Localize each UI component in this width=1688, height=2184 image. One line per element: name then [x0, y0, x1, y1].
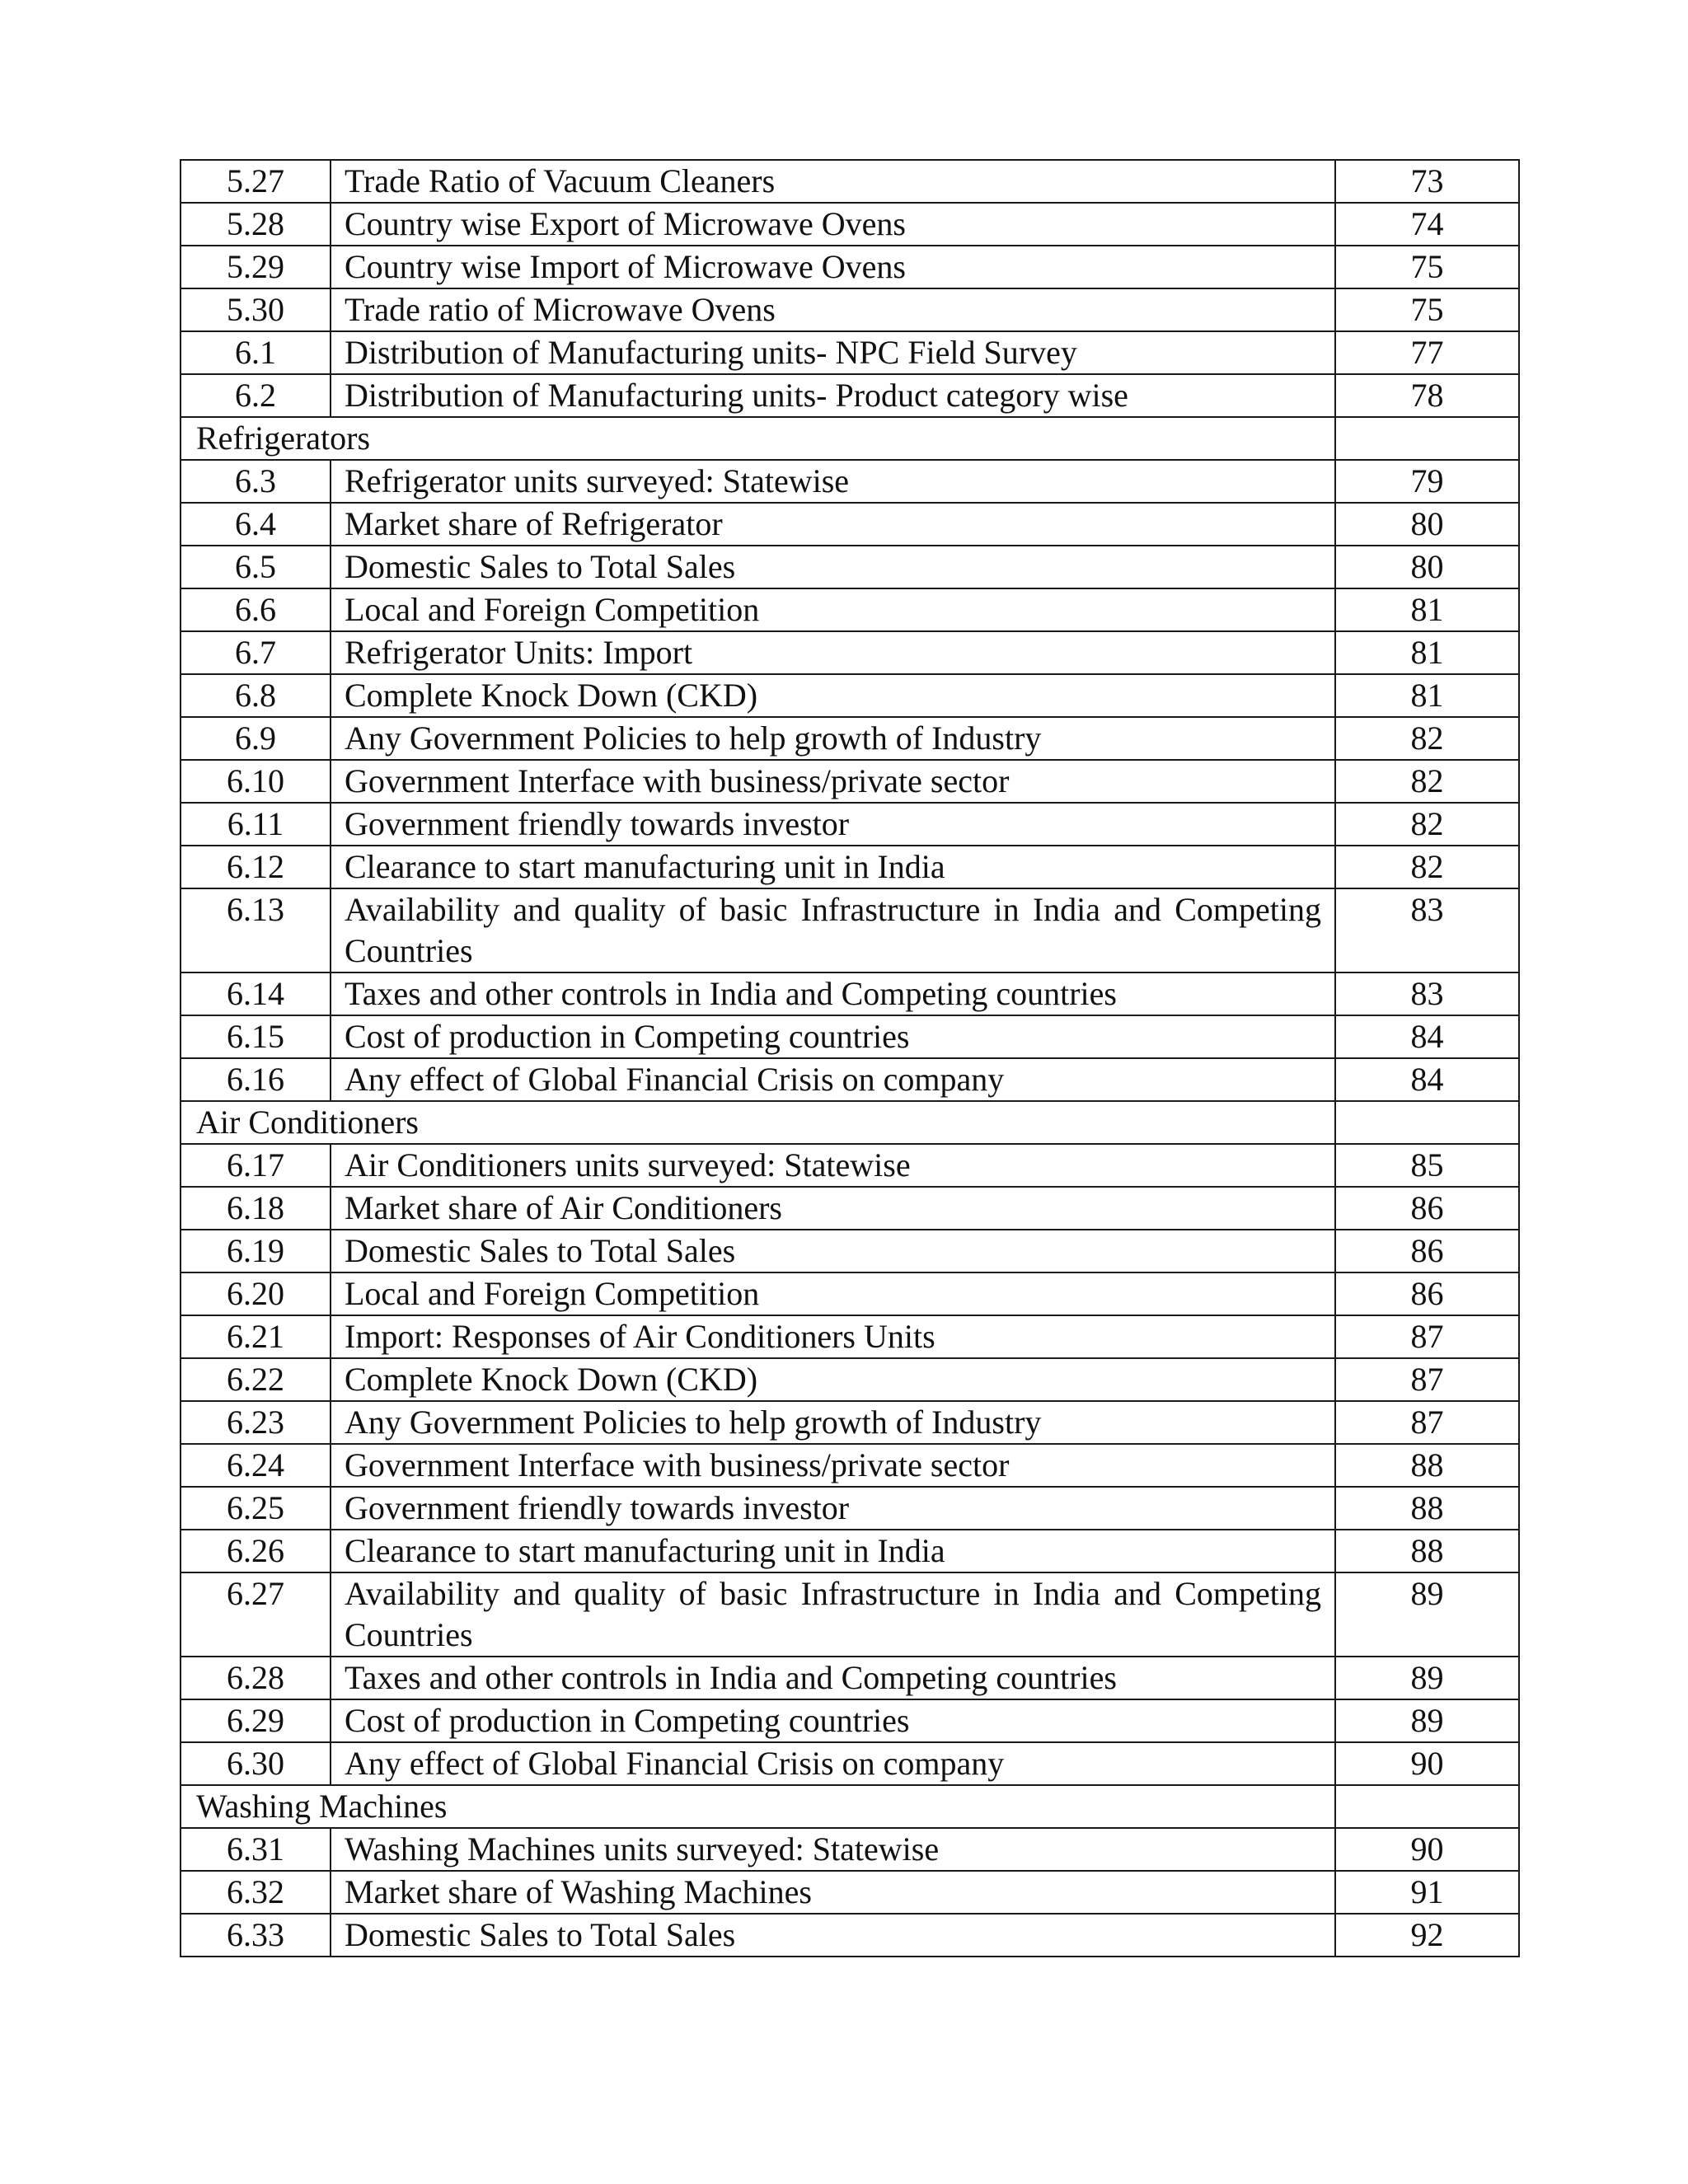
table-number: 6.25 — [181, 1487, 331, 1530]
table-number: 6.3 — [181, 460, 331, 503]
table-number: 6.27 — [181, 1572, 331, 1657]
page-number: 74 — [1335, 203, 1519, 246]
table-number: 6.21 — [181, 1315, 331, 1358]
section-header-row — [181, 417, 1519, 460]
table-number: 6.12 — [181, 846, 331, 888]
toc-row — [181, 1230, 1519, 1272]
table-number: 6.29 — [181, 1699, 331, 1742]
section-header-row — [181, 1785, 1519, 1828]
table-number: 6.32 — [181, 1871, 331, 1914]
toc-row — [181, 1272, 1519, 1315]
page-number: 80 — [1335, 546, 1519, 588]
table-number: 6.8 — [181, 674, 331, 717]
table-title: Distribution of Manufacturing units- Product category wise — [331, 374, 1335, 417]
toc-row — [181, 1058, 1519, 1101]
table-number: 6.31 — [181, 1828, 331, 1871]
table-number: 6.26 — [181, 1530, 331, 1572]
toc-row — [181, 1487, 1519, 1530]
page-number: 80 — [1335, 503, 1519, 546]
table-number: 6.30 — [181, 1742, 331, 1785]
toc-row — [181, 888, 1519, 972]
page-number: 91 — [1335, 1871, 1519, 1914]
table-number: 6.24 — [181, 1444, 331, 1487]
page-number: 86 — [1335, 1272, 1519, 1315]
page-number: 81 — [1335, 674, 1519, 717]
table-title: Clearance to start manufacturing unit in India — [331, 1530, 1335, 1572]
table-number: 6.2 — [181, 374, 331, 417]
toc-row — [181, 1657, 1519, 1699]
table-number: 6.19 — [181, 1230, 331, 1272]
toc-row — [181, 588, 1519, 631]
toc-row — [181, 1828, 1519, 1871]
table-number: 5.28 — [181, 203, 331, 246]
table-number: 6.17 — [181, 1144, 331, 1187]
table-title: Taxes and other controls in India and Competing countries — [331, 1657, 1335, 1699]
table-number: 6.4 — [181, 503, 331, 546]
table-title: Complete Knock Down (CKD) — [331, 1358, 1335, 1401]
table-number: 6.33 — [181, 1914, 331, 1957]
toc-row — [181, 1914, 1519, 1957]
table-title: Local and Foreign Competition — [331, 1272, 1335, 1315]
page-number: 83 — [1335, 972, 1519, 1015]
table-number: 6.11 — [181, 803, 331, 846]
toc-row — [181, 1871, 1519, 1914]
toc-row — [181, 803, 1519, 846]
table-title: Government friendly towards investor — [331, 1487, 1335, 1530]
page-number: 89 — [1335, 1657, 1519, 1699]
page-number: 75 — [1335, 246, 1519, 288]
table-title: Trade ratio of Microwave Ovens — [331, 288, 1335, 331]
page-number: 75 — [1335, 288, 1519, 331]
table-number: 6.10 — [181, 760, 331, 803]
table-title: Market share of Refrigerator — [331, 503, 1335, 546]
section-header-row — [181, 1101, 1519, 1144]
toc-row — [181, 1144, 1519, 1187]
table-title: Government Interface with business/private sector — [331, 1444, 1335, 1487]
table-title: Any Government Policies to help growth of Industry — [331, 717, 1335, 760]
page-number: 83 — [1335, 888, 1519, 972]
page-number: 86 — [1335, 1187, 1519, 1230]
table-title: Refrigerator Units: Import — [331, 631, 1335, 674]
table-title: Air Conditioners units surveyed: Statewise — [331, 1144, 1335, 1187]
toc-row — [181, 1401, 1519, 1444]
table-title: Trade Ratio of Vacuum Cleaners — [331, 160, 1335, 203]
table-title: Country wise Import of Microwave Ovens — [331, 246, 1335, 288]
toc-row — [181, 1742, 1519, 1785]
page-number: 84 — [1335, 1015, 1519, 1058]
toc-row — [181, 1358, 1519, 1401]
table-title: Clearance to start manufacturing unit in India — [331, 846, 1335, 888]
section-page-blank — [1335, 417, 1519, 460]
page-number: 89 — [1335, 1699, 1519, 1742]
page-number: 73 — [1335, 160, 1519, 203]
table-title: Refrigerator units surveyed: Statewise — [331, 460, 1335, 503]
table-number: 6.14 — [181, 972, 331, 1015]
toc-row — [181, 1444, 1519, 1487]
section-heading: Washing Machines — [181, 1785, 1335, 1828]
toc-row — [181, 760, 1519, 803]
page-number: 81 — [1335, 588, 1519, 631]
table-number: 5.30 — [181, 288, 331, 331]
table-number: 6.23 — [181, 1401, 331, 1444]
page-number: 82 — [1335, 846, 1519, 888]
table-title: Any Government Policies to help growth of Industry — [331, 1401, 1335, 1444]
page-number: 87 — [1335, 1358, 1519, 1401]
table-number: 6.28 — [181, 1657, 331, 1699]
toc-row — [181, 1572, 1519, 1657]
table-title: Any effect of Global Financial Crisis on company — [331, 1742, 1335, 1785]
table-title: Domestic Sales to Total Sales — [331, 1230, 1335, 1272]
toc-row — [181, 1699, 1519, 1742]
table-number: 5.27 — [181, 160, 331, 203]
toc-row — [181, 1015, 1519, 1058]
page-number: 85 — [1335, 1144, 1519, 1187]
table-number: 6.5 — [181, 546, 331, 588]
toc-row — [181, 331, 1519, 374]
toc-row — [181, 503, 1519, 546]
table-title: Domestic Sales to Total Sales — [331, 546, 1335, 588]
table-number: 6.6 — [181, 588, 331, 631]
toc-row — [181, 203, 1519, 246]
table-of-contents — [180, 159, 1520, 1957]
page-number: 89 — [1335, 1572, 1519, 1657]
table-title: Government friendly towards investor — [331, 803, 1335, 846]
page-number: 88 — [1335, 1444, 1519, 1487]
table-title: Domestic Sales to Total Sales — [331, 1914, 1335, 1957]
table-title: Cost of production in Competing countries — [331, 1015, 1335, 1058]
toc-row — [181, 1187, 1519, 1230]
page-number: 88 — [1335, 1487, 1519, 1530]
page-number: 90 — [1335, 1828, 1519, 1871]
page-number: 92 — [1335, 1914, 1519, 1957]
toc-row — [181, 460, 1519, 503]
toc-row — [181, 288, 1519, 331]
table-title: Cost of production in Competing countries — [331, 1699, 1335, 1742]
table-title: Availability and quality of basic Infrastructure in India and Competing Countries — [331, 888, 1335, 972]
page-number: 82 — [1335, 803, 1519, 846]
page-number: 82 — [1335, 760, 1519, 803]
page-number: 77 — [1335, 331, 1519, 374]
table-number: 6.13 — [181, 888, 331, 972]
table-title: Country wise Export of Microwave Ovens — [331, 203, 1335, 246]
table-title: Distribution of Manufacturing units- NPC Field Survey — [331, 331, 1335, 374]
page-number: 78 — [1335, 374, 1519, 417]
table-title: Local and Foreign Competition — [331, 588, 1335, 631]
page-number: 86 — [1335, 1230, 1519, 1272]
toc-row — [181, 631, 1519, 674]
table-number: 6.9 — [181, 717, 331, 760]
table-title: Availability and quality of basic Infrastructure in India and Competing Countries — [331, 1572, 1335, 1657]
table-title: Market share of Washing Machines — [331, 1871, 1335, 1914]
page-number: 87 — [1335, 1315, 1519, 1358]
section-heading: Refrigerators — [181, 417, 1335, 460]
page-number: 90 — [1335, 1742, 1519, 1785]
toc-row — [181, 1530, 1519, 1572]
table-number: 6.1 — [181, 331, 331, 374]
table-title: Any effect of Global Financial Crisis on company — [331, 1058, 1335, 1101]
table-number: 6.18 — [181, 1187, 331, 1230]
toc-row — [181, 374, 1519, 417]
toc-row — [181, 674, 1519, 717]
page-number: 87 — [1335, 1401, 1519, 1444]
section-page-blank — [1335, 1785, 1519, 1828]
table-number: 6.15 — [181, 1015, 331, 1058]
toc-row — [181, 846, 1519, 888]
page-number: 79 — [1335, 460, 1519, 503]
toc-row — [181, 717, 1519, 760]
table-title: Taxes and other controls in India and Competing countries — [331, 972, 1335, 1015]
page-number: 84 — [1335, 1058, 1519, 1101]
toc-row — [181, 546, 1519, 588]
toc-row — [181, 160, 1519, 203]
toc-row — [181, 972, 1519, 1015]
table-title: Market share of Air Conditioners — [331, 1187, 1335, 1230]
page-number: 82 — [1335, 717, 1519, 760]
table-number: 6.7 — [181, 631, 331, 674]
section-page-blank — [1335, 1101, 1519, 1144]
table-number: 6.22 — [181, 1358, 331, 1401]
table-number: 6.20 — [181, 1272, 331, 1315]
table-title: Washing Machines units surveyed: Statewise — [331, 1828, 1335, 1871]
section-heading: Air Conditioners — [181, 1101, 1335, 1144]
page-number: 81 — [1335, 631, 1519, 674]
page-number: 88 — [1335, 1530, 1519, 1572]
table-title: Complete Knock Down (CKD) — [331, 674, 1335, 717]
table-title: Import: Responses of Air Conditioners Units — [331, 1315, 1335, 1358]
table-title: Government Interface with business/private sector — [331, 760, 1335, 803]
toc-row — [181, 1315, 1519, 1358]
table-number: 5.29 — [181, 246, 331, 288]
toc-body — [181, 160, 1519, 1957]
toc-row — [181, 246, 1519, 288]
table-number: 6.16 — [181, 1058, 331, 1101]
